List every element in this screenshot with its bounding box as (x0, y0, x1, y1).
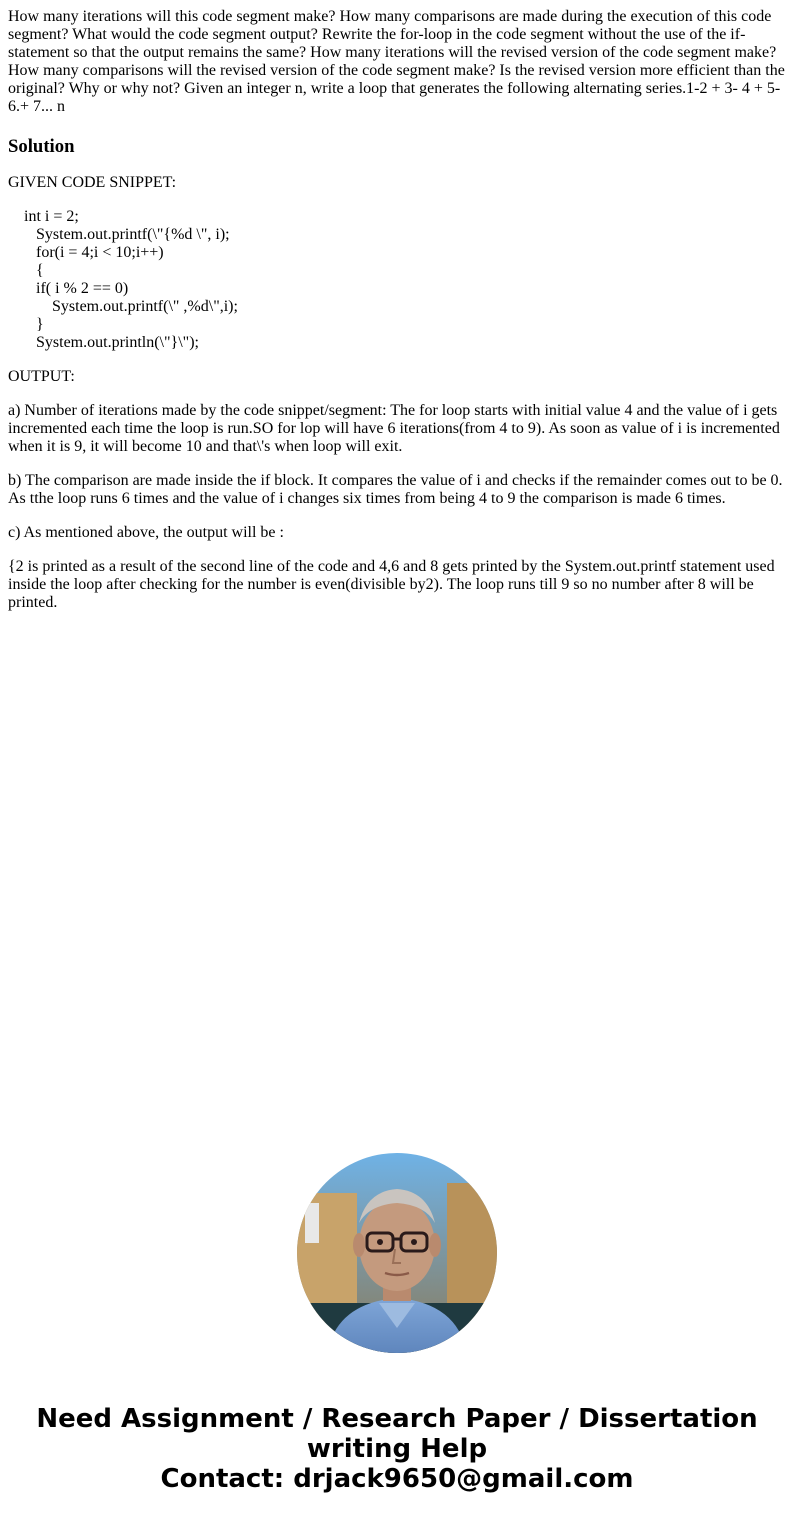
banner-line-1: Need Assignment / Research Paper / Dissertation (36, 1404, 758, 1434)
banner-line-2: writing Help (306, 1434, 488, 1464)
answer-d: {2 is printed as a result of the second line of the code and 4,6 and 8 gets printed by the System.out.printf statement used inside the loop after checking for the number is even(divisible by2). The loop runs till 9 so no number after 8 will be printed. (8, 558, 775, 611)
output-label: OUTPUT: (8, 368, 75, 385)
answer-a: a) Number of iterations made by the code snippet/segment: The for loop starts with initial value 4 and the value of i gets incremented each time the loop is run.SO for lop will have 6 iterations(from 4 to 9). As soon as value of i is incremented when it is 9, it will become 10 and that\'s when loop will exit. (8, 402, 780, 455)
contact-email: Contact: drjack9650@gmail.com (160, 1464, 634, 1494)
author-portrait-image (297, 1153, 497, 1353)
contact-banner (0, 1404, 794, 1494)
given-code-label: GIVEN CODE SNIPPET: (8, 174, 177, 191)
question-text: How many iterations will this code segment make? How many comparisons are made during the execution of this code segment? What would the code segment output? Rewrite the for-loop in the code segment without the use of the if-statement so that the output remains the same? How many iterations will the revised version of the code segment make? How many comparisons will the revised version of the code segment make? Is the revised version more efficient than the original? Why or why not? Given an integer n, write a loop that generates the following alternating series.1-2 + 3- 4 + 5- 6.+ 7... n (8, 8, 785, 115)
author-avatar (297, 1153, 497, 1353)
answer-c: c) As mentioned above, the output will be : (8, 524, 284, 541)
solution-heading: Solution (8, 136, 75, 157)
document-body (8, 8, 786, 612)
code-snippet: int i = 2; System.out.printf(\"{%d \", i); for(i = 4;i < 10;i++) { if( i % 2 == 0) System.out.printf(\" ,%d\",i); } System.out.println(\"}\"); (24, 208, 238, 351)
answer-b: b) The comparison are made inside the if block. It compares the value of i and checks if the remainder comes out to be 0. As tthe loop runs 6 times and the value of i changes six times from being 4 to 9 the comparison is made 6 times. (8, 472, 783, 507)
